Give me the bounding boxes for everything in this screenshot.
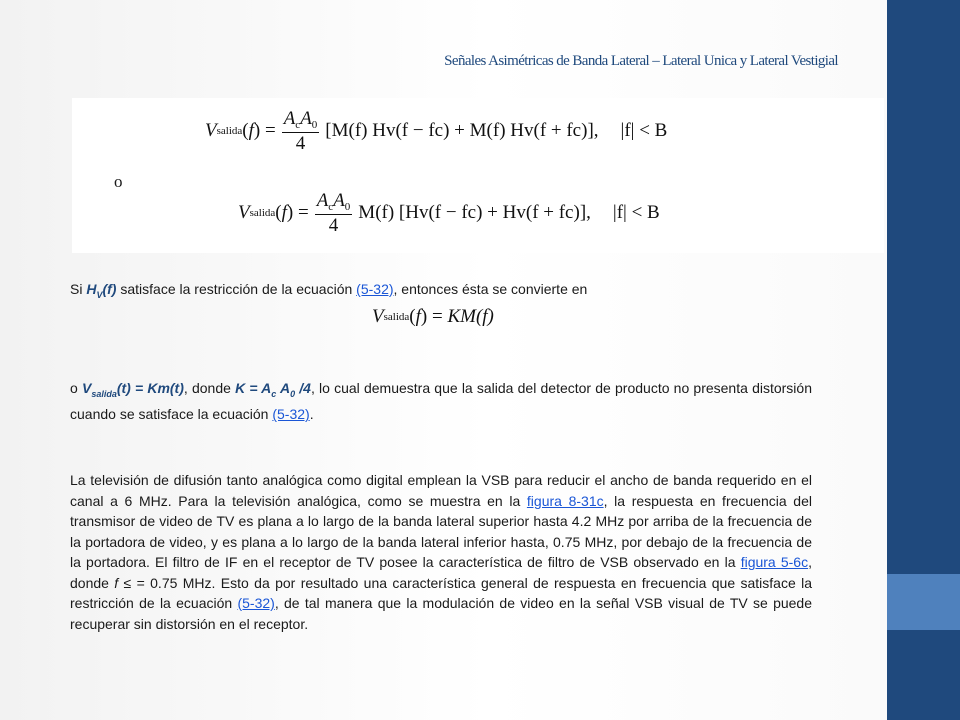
link-eq-5-32[interactable]: (5-32) (272, 406, 310, 423)
fraction-ac-a0-over-4: $\frac{A_cA_0}{4}$ (283, 108, 318, 154)
equation-vsalida-1: V salida (f) = $\frac{A_cA_0}{4}$ [M(f) Hv(f − fc) + M(f) Hv(f + fc)], |f| < B (205, 108, 668, 154)
slide-title: Señales Asimétricas de Banda Lateral – Lateral Unica y Lateral Vestigial (444, 53, 838, 69)
paragraph-distortion: o $V_{salida}(t) = Km(t)$, donde $K = A_c$ $A_0$ /4, lo cual demuestra que la salida del detector de producto no presenta distorsión cuando se satisface la ecuación (5-32). (70, 380, 812, 423)
equation-2-body: M(f) [Hv(f − fc) + Hv(f + fc)], (358, 202, 591, 224)
equation-1-condition: |f| < B (620, 120, 668, 142)
link-figura-8-31c[interactable]: figura 8-31c (526, 492, 604, 509)
link-eq-5-32[interactable]: (5-32) (356, 281, 394, 297)
equation-1-body: [M(f) Hv(f − fc) + M(f) Hv(f + fc)], (325, 120, 599, 142)
sidebar-accent-band (887, 574, 960, 630)
equation-vsalida-2: V salida (f) = $\frac{A_cA_0}{4}$ M(f) [Hv(f − fc) + Hv(f + fc)], |f| < B (238, 190, 660, 236)
link-eq-5-32[interactable]: (5-32) (237, 595, 275, 611)
paragraph-hv-restriction: Si $H_V(f)$ satisface la restricción de la ecuación (5-32), entonces ésta se convierte en (70, 281, 588, 300)
equation-vsalida-km: V salida (f) = KM(f) (372, 306, 494, 327)
fraction-ac-a0-over-4: $\frac{A_cA_0}{4}$ (316, 190, 351, 236)
or-label: o (114, 172, 123, 191)
link-figura-5-6c[interactable]: figura 5-6c (740, 554, 809, 570)
paragraph-tv-vsb: La televisión de difusión tanto analógica como digital emplean la VSB para reducir el ancho de banda requerido en el canal a 6 MHz. Para la televisión analógica, como se muestra en la figura 8-31c, la respuesta en frecuencia del transmisor de video de TV es plana a lo largo de la banda lateral superior hasta 4.2 MHz por arriba de la frecuencia de la portadora de video, y es plana a lo largo de la banda lateral inferior hasta, 0.75 MHz, por debajo de la frecuencia de la portadora. El filtro de IF en el receptor de TV posee la característica de filtro de VSB observado en la figura 5-6c, donde f ≤ = 0.75 MHz. Esto da por resultado una característica general de respuesta en frecuencia que satisface la restricción de la ecuación (5-32), de tal manera que la modulación de video en la señal VSB visual de TV se puede recuperar sin distorsión en el receptor. (70, 472, 813, 632)
equation-2-condition: |f| < B (612, 202, 660, 224)
